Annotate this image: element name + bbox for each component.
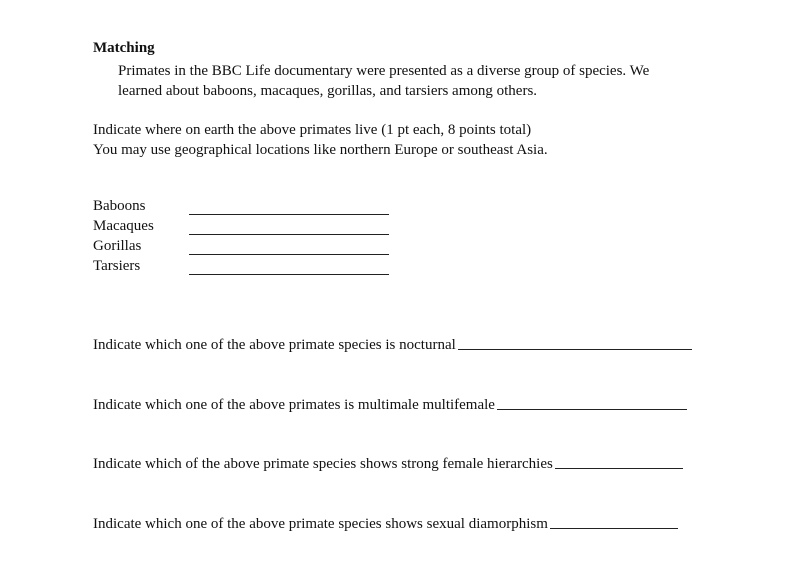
primate-label-baboons: Baboons <box>93 198 146 214</box>
answer-blank-gorillas[interactable] <box>189 254 389 255</box>
answer-blank-baboons[interactable] <box>189 214 389 215</box>
instructions-line-1: Indicate where on earth the above primates live (1 pt each, 8 points total) <box>93 122 532 138</box>
primate-label-tarsiers: Tarsiers <box>93 258 141 274</box>
answer-blank-sexual-dimorphism[interactable] <box>550 528 678 529</box>
intro-line-2: learned about baboons, macaques, gorillas, and tarsiers among others. <box>118 83 538 99</box>
primate-label-macaques: Macaques <box>93 218 154 234</box>
instructions-paragraph <box>93 120 548 160</box>
question-nocturnal <box>93 337 692 354</box>
question-text: Indicate which one of the above primate species is nocturnal <box>93 337 456 353</box>
primate-label-gorillas: Gorillas <box>93 238 142 254</box>
answer-blank-female-hierarchies[interactable] <box>555 468 683 469</box>
question-multimale-multifemale <box>93 397 687 414</box>
instructions-line-2: You may use geographical locations like northern Europe or southeast Asia. <box>93 142 548 158</box>
answer-blank-tarsiers[interactable] <box>189 274 389 275</box>
section-heading: Matching <box>93 40 155 56</box>
answer-blank-multimale-multifemale[interactable] <box>497 409 687 410</box>
question-text: Indicate which one of the above primate species shows sexual diamorphism <box>93 516 548 532</box>
question-text: Indicate which of the above primate species shows strong female hierarchies <box>93 456 553 472</box>
intro-paragraph <box>118 61 649 101</box>
question-text: Indicate which one of the above primates is multimale multifemale <box>93 397 495 413</box>
intro-line-1: Primates in the BBC Life documentary were presented as a diverse group of species. We <box>118 63 650 79</box>
answer-blank-macaques[interactable] <box>189 234 389 235</box>
answer-blank-nocturnal[interactable] <box>458 349 692 350</box>
question-sexual-dimorphism <box>93 516 678 533</box>
question-female-hierarchies <box>93 456 683 473</box>
